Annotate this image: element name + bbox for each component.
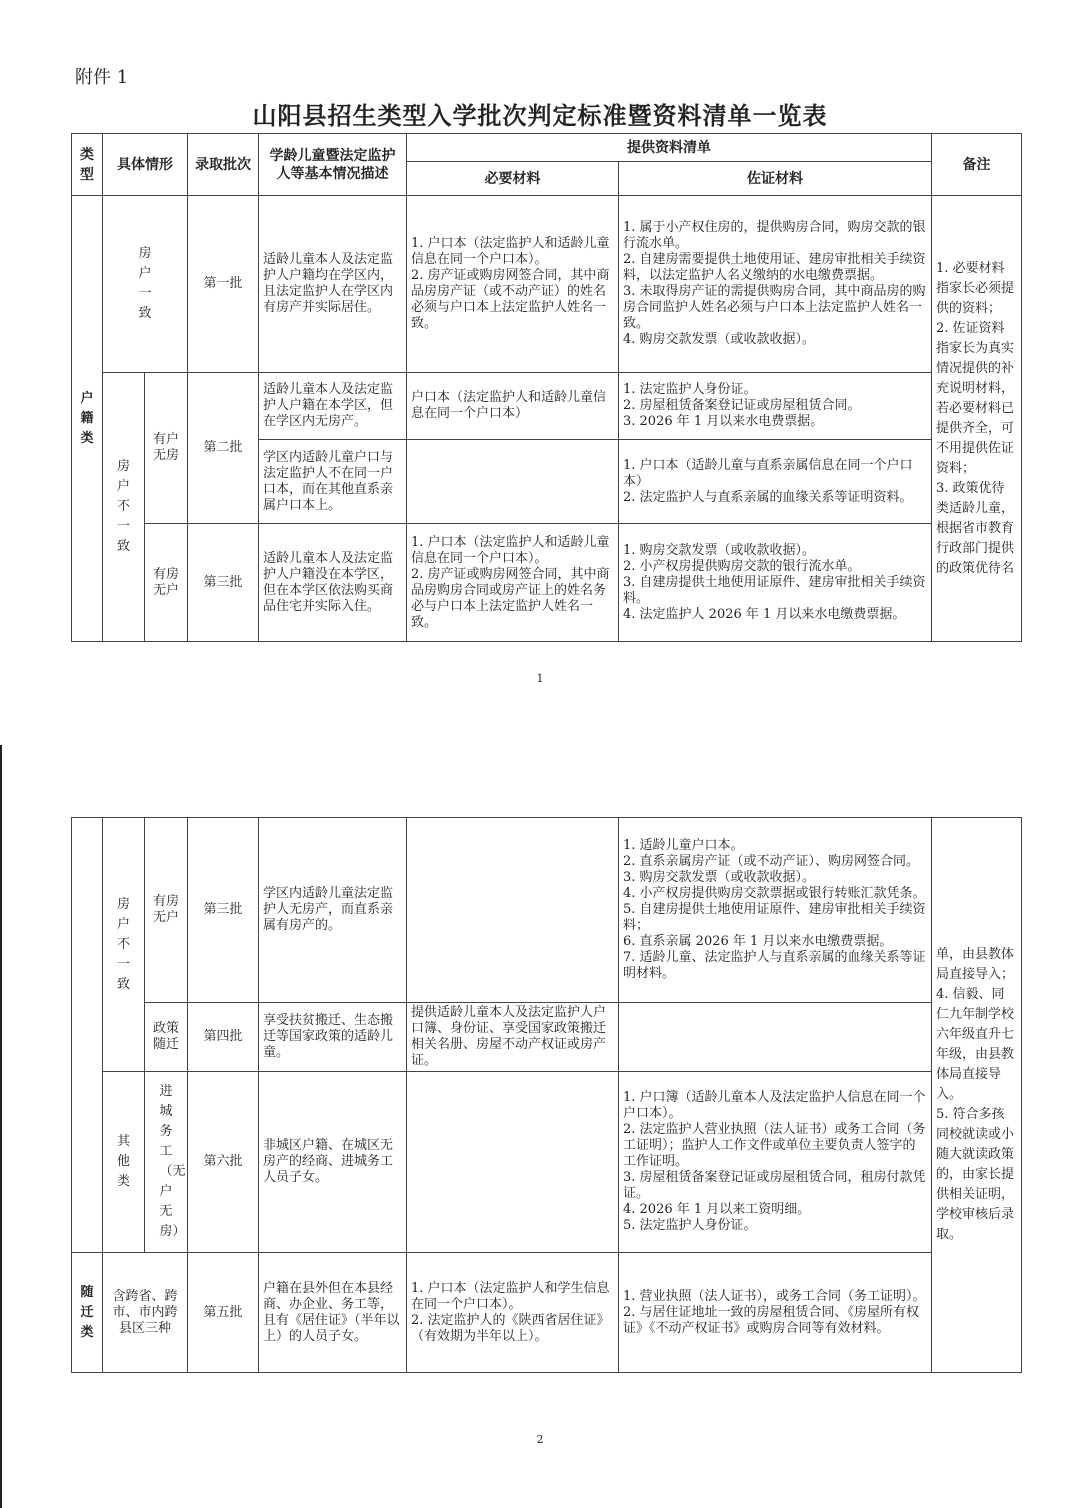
page-number: 1 [536, 672, 544, 685]
description-cell: 适龄儿童本人及法定监护人户籍没在本学区，但在本学区依法购买商品住宅并实际入住。 [259, 524, 407, 642]
category-household: 户籍类 [72, 196, 103, 642]
page-number: 2 [536, 1433, 544, 1446]
description-cell: 享受扶贫搬迁、生态搬迁等国家政策的适龄儿童。 [259, 1003, 407, 1072]
supporting-materials-cell: 1. 适龄儿童户口本。 2. 直系亲属房产证（或不动产证）、购房网签合同。 3. 购房交款发票（或收款收据）。 4. 小产权房提供购房交款票据或银行转账汇款凭条。 5. 自建房提供土地使用证原件、建房审批相关手续资料； 6. 直系亲属 2026 年 1 月以来水电缴费票据。 7. 适龄儿童、法定监护人与直系亲属的血缘关系等证明材料。 [619, 818, 932, 1003]
batch-sixth: 第六批 [188, 1072, 259, 1253]
header-supporting: 佐证材料 [619, 162, 932, 196]
remarks-cell: 单，由县教体局直接导入；4. 信毅、同仁九年制学校六年级直升七年级，由县教体局直接导入。 5. 符合多孩同校就读或小随大就读政策的，由家长提供相关证明，学校审核后录取。 [932, 818, 1022, 1373]
header-required: 必要材料 [407, 162, 619, 196]
situation-cross-region: 含跨省、跨市、市内跨县区三种 [103, 1253, 188, 1373]
batch-third: 第三批 [188, 524, 259, 642]
group-other: 其他类 [103, 1072, 145, 1253]
header-batch: 录取批次 [188, 134, 259, 196]
description-cell: 学区内适龄儿童法定监护人无房产，而直系亲属有房产的。 [259, 818, 407, 1003]
supporting-materials-cell: 1. 法定监护人身份证。 2. 房屋租赁备案登记证或房屋租赁合同。 3. 2026 年 1 月以来水电费票据。 [619, 373, 932, 440]
supporting-materials-cell: 1. 营业执照（法人证书），或务工合同（务工证明）。 2. 与居住证地址一致的房屋租赁合同、《房屋所有权证》《不动产权证书》或购房合同等有效材料。 [619, 1253, 932, 1373]
required-materials-cell-empty [407, 1072, 619, 1253]
required-materials-cell: 1. 户口本（法定监护人和适龄儿童信息在同一个户口本）。 2. 房产证或购房网签合同，其中商品房购房合同或房产证上的姓名务必与户口本上法定监护人姓名一致。 [407, 524, 619, 642]
page-title: 山阳县招生类型入学批次判定标准暨资料清单一览表 [252, 101, 828, 130]
required-materials-cell: 提供适龄儿童本人及法定监护人户口簿、身份证、享受国家政策搬迁相关名册、房屋不动产权证或房产证。 [407, 1003, 619, 1072]
description-cell: 适龄儿童本人及法定监护人户籍在本学区，但在学区内无房产。 [259, 373, 407, 440]
standards-table-page1 [71, 133, 1022, 642]
required-materials-cell: 1. 户口本（法定监护人和学生信息在同一个户口本）。 2. 法定监护人的《陕西省居住证》（有效期为半年以上）。 [407, 1253, 619, 1373]
situation-household-no-house: 有户无房 [145, 373, 188, 524]
situation-house-no-household: 有房无户 [145, 818, 188, 1003]
situation-policy-relocation: 政策随迁 [145, 1003, 188, 1072]
header-remarks: 备注 [932, 134, 1022, 196]
page-edge [0, 745, 2, 1508]
situation-consistent: 房户一致 [103, 196, 188, 373]
supporting-materials-cell: 1. 户口本（适龄儿童与直系亲属信息在同一个户口本） 2. 法定监护人与直系亲属的血缘关系等证明资料。 [619, 440, 932, 524]
category-household-cont [72, 818, 103, 1253]
description-cell: 非城区户籍、在城区无房产的经商、进城务工人员子女。 [259, 1072, 407, 1253]
required-materials-cell: 户口本（法定监护人和适龄儿童信息在同一个户口本） [407, 373, 619, 440]
remarks-cell: 1. 必要材料指家长必须提供的资料； 2. 佐证资料指家长为真实情况提供的补充说明材料，若必要材料已提供齐全，可不用提供佐证资料； 3. 政策优待类适龄儿童，根据省市教育行政部门提供的政策优待名 [932, 196, 1022, 642]
header-type: 类型 [72, 134, 103, 196]
situation-house-no-household: 有房无户 [145, 524, 188, 642]
group-inconsistent: 房户不一致 [103, 818, 145, 1072]
required-materials-cell: 1. 户口本（法定监护人和适龄儿童信息在同一个户口本）。 2. 房产证或购房网签合同，其中商品房房产证（或不动产证）的姓名必须与户口本上法定监护人姓名一致。 [407, 196, 619, 373]
supporting-materials-cell-empty [619, 1003, 932, 1072]
situation-migrant-worker: 进城务工（无户无房） [145, 1072, 188, 1253]
batch-second: 第二批 [188, 373, 259, 524]
description-cell: 户籍在县外但在本县经商、办企业、务工等，且有《居住证》（半年以上）的人员子女。 [259, 1253, 407, 1373]
batch-fourth: 第四批 [188, 1003, 259, 1072]
supporting-materials-cell: 1. 属于小产权住房的，提供购房合同，购房交款的银行流水单。 2. 自建房需要提供土地使用证、建房审批相关手续资料，以法定监护人名义缴纳的水电缴费票据。 3. 未取得房产证的需提供购房合同，其中商品房的购房合同监护人姓名必须与户口本上法定监护人姓名一致。 4. 购房交款发票（或收款收据）。 [619, 196, 932, 373]
required-materials-cell-empty [407, 440, 619, 524]
supporting-materials-cell: 1. 购房交款发票（或收款收据）。 2. 小产权房提供购房交款的银行流水单。 3. 自建房提供土地使用证原件、建房审批相关手续资料。 4. 法定监护人 2026 年 1 月以来水电缴费票据。 [619, 524, 932, 642]
required-materials-cell-empty [407, 818, 619, 1003]
header-description: 学龄儿童暨法定监护人等基本情况描述 [259, 134, 407, 196]
header-situation: 具体情形 [103, 134, 188, 196]
description-cell: 学区内适龄儿童户口与法定监护人不在同一户口本，而在其他直系亲属户口本上。 [259, 440, 407, 524]
supporting-materials-cell: 1. 户口簿（适龄儿童本人及法定监护人信息在同一个户口本）。 2. 法定监护人营业执照（法人证书）或务工合同（务工证明）；监护人工作文件或单位主要负责人签字的工作证明。 3. 房屋租赁备案登记证或房屋租赁合同，租房付款凭证。 4. 2026 年 1 月以来工资明细。 5. 法定监护人身份证。 [619, 1072, 932, 1253]
batch-third: 第三批 [188, 818, 259, 1003]
category-migration: 随迁类 [72, 1253, 103, 1373]
batch-fifth: 第五批 [188, 1253, 259, 1373]
description-cell: 适龄儿童本人及法定监护人户籍均在学区内，且法定监护人在学区内有房产并实际居住。 [259, 196, 407, 373]
batch-first: 第一批 [188, 196, 259, 373]
attachment-label: 附件 1 [75, 67, 129, 88]
standards-table-page2 [71, 817, 1022, 1373]
header-materials-group: 提供资料清单 [407, 134, 932, 162]
group-inconsistent: 房户不一致 [103, 373, 145, 642]
